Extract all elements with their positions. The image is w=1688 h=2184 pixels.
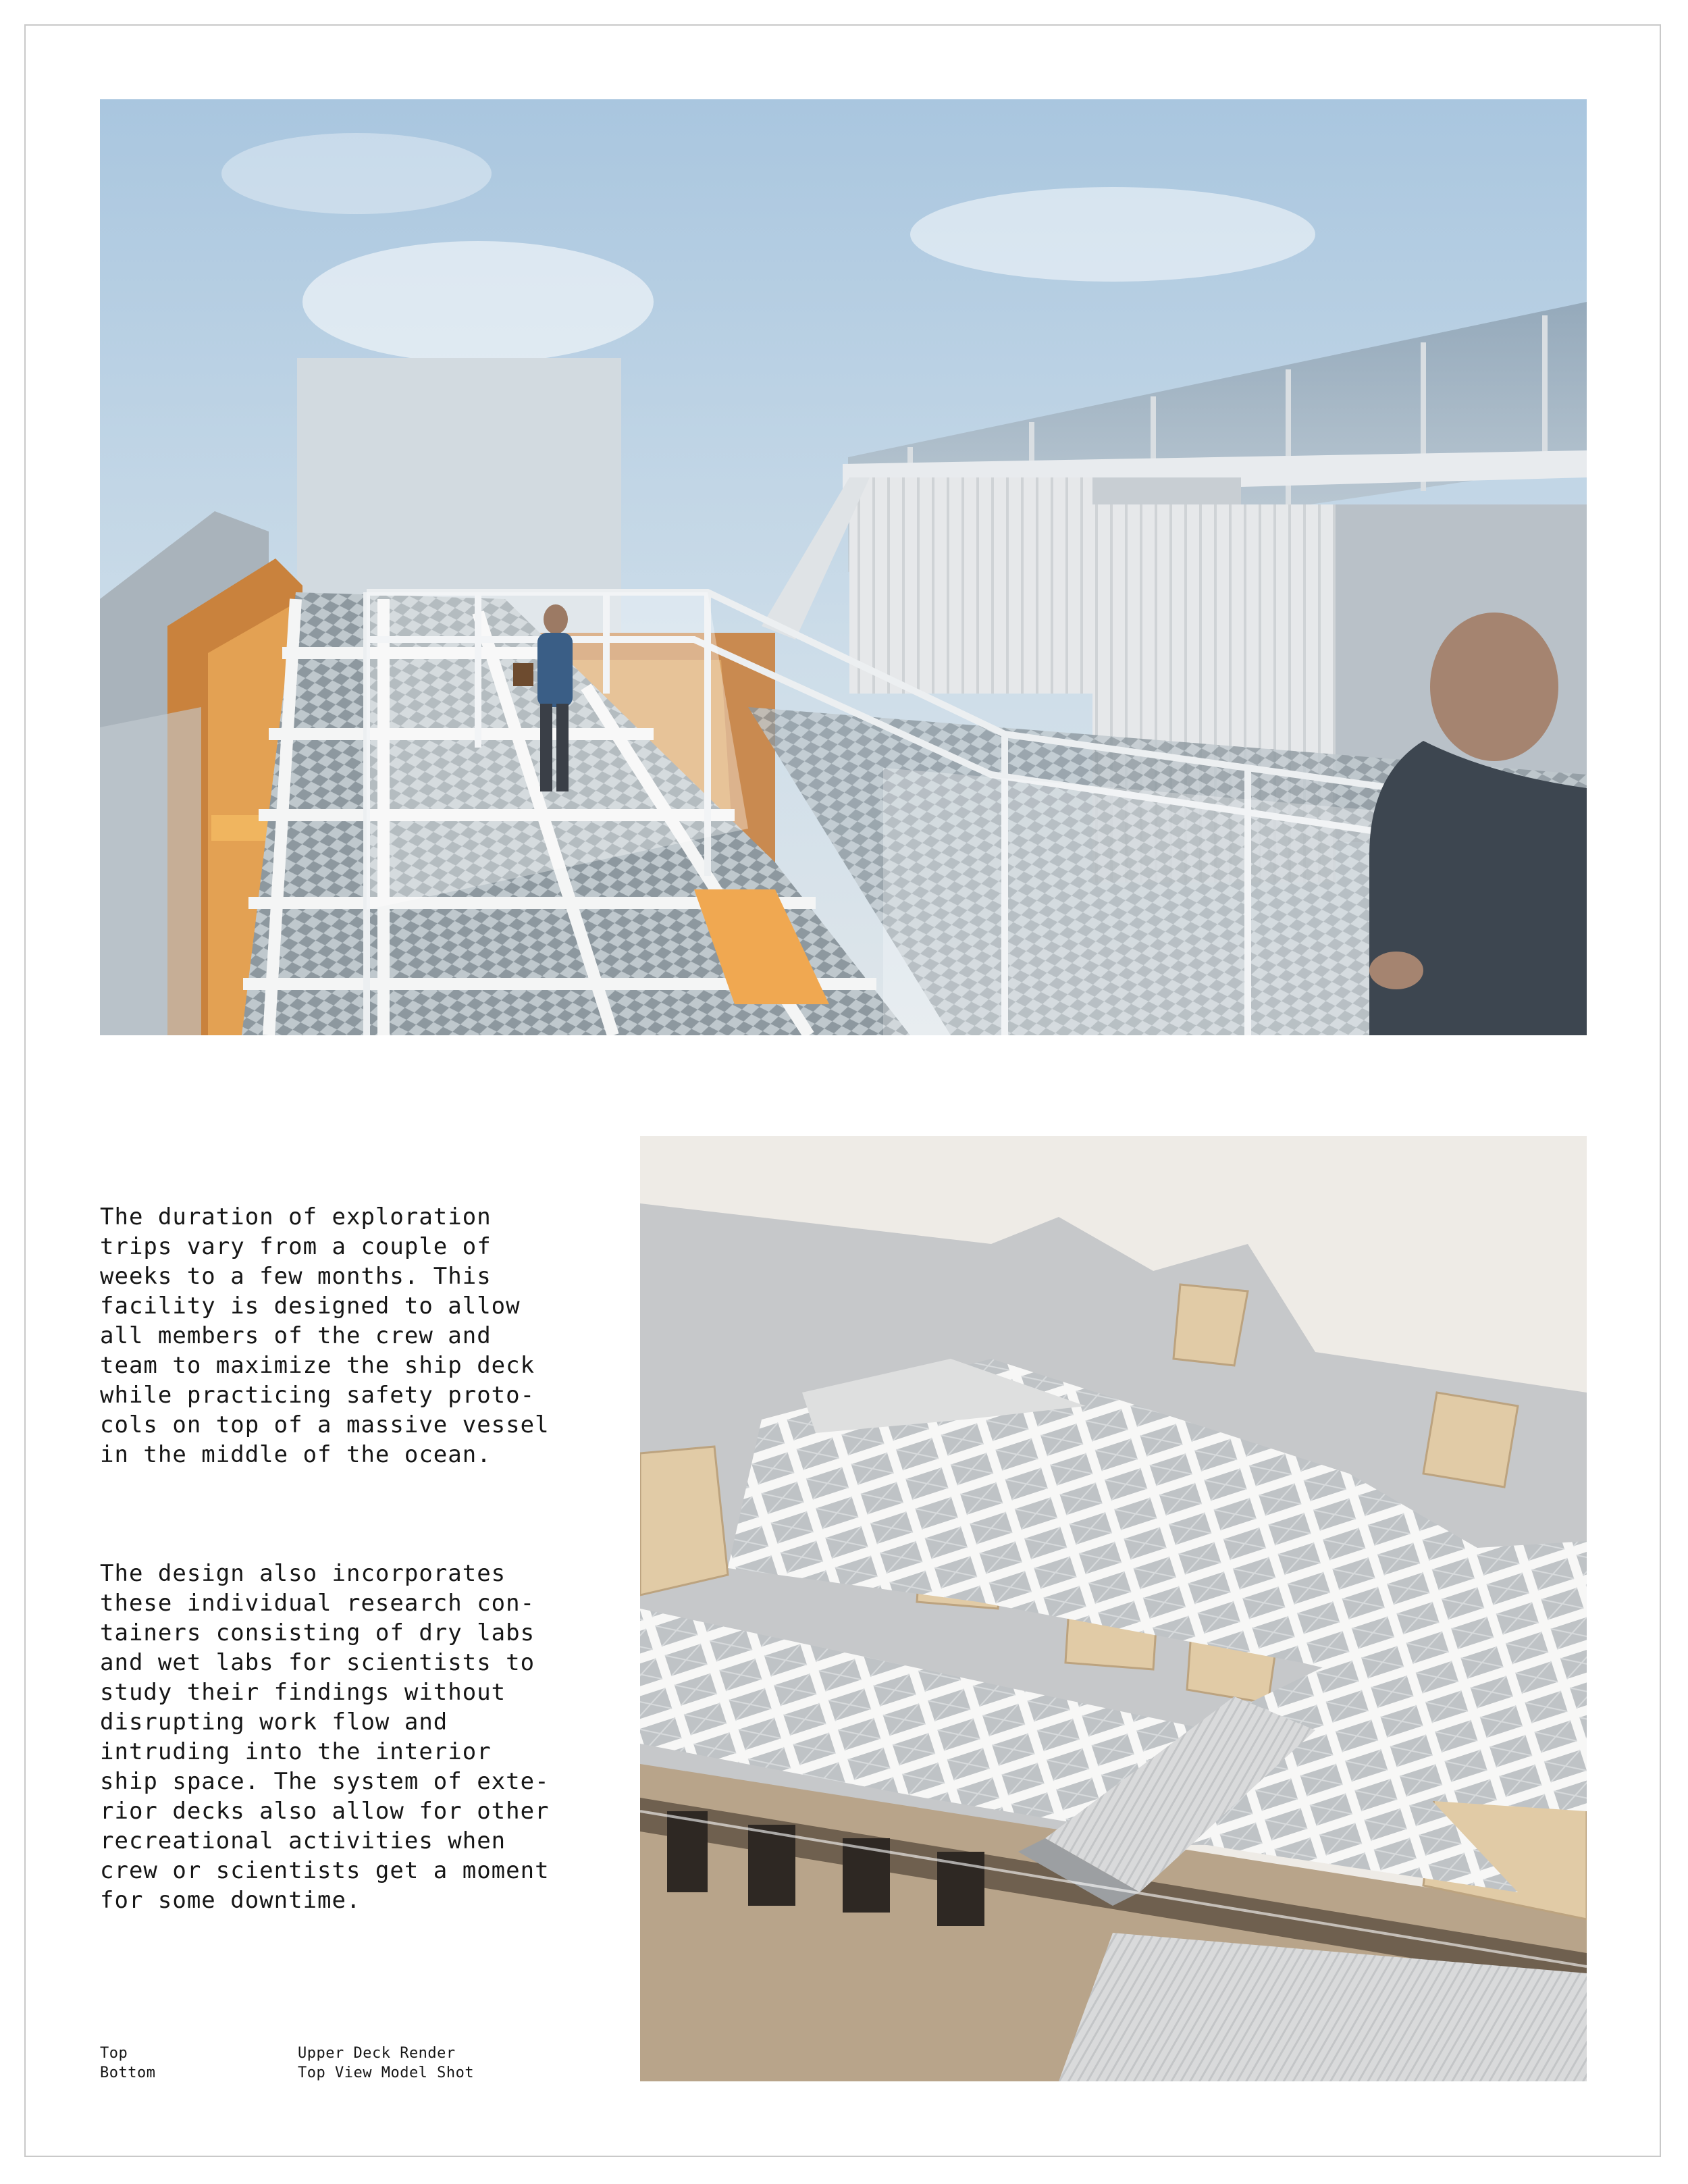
upper-deck-render-image <box>100 99 1587 1035</box>
caption-descriptions <box>298 2044 474 2083</box>
top-view-model-image <box>640 1136 1587 2081</box>
description-text <box>100 1143 586 1975</box>
caption-labels <box>100 2044 155 2083</box>
caption-bottom-key: Bottom <box>100 2064 156 2081</box>
caption-bottom-value: Top View Model Shot <box>298 2064 475 2081</box>
description-paragraph-2: The design also incorporates these individual research con- tainers consisting of dry labs and wet labs for scientists to study their findings without disrupting work flow and intruding into the interior ship space. The system of exte- rior decks also allow for other recreational activities when crew or scientists get a moment for some downtime. <box>100 1560 550 1914</box>
description-paragraph-1: The duration of exploration trips vary from a couple of weeks to a few months. This facility is designed to allow all members of the crew and team to maximize the ship deck while practicing safety proto- cols on top of a massive vessel in the middle of the ocean. <box>100 1203 550 1468</box>
caption-top-key: Top <box>100 2045 128 2062</box>
caption-top-value: Upper Deck Render <box>298 2045 456 2062</box>
